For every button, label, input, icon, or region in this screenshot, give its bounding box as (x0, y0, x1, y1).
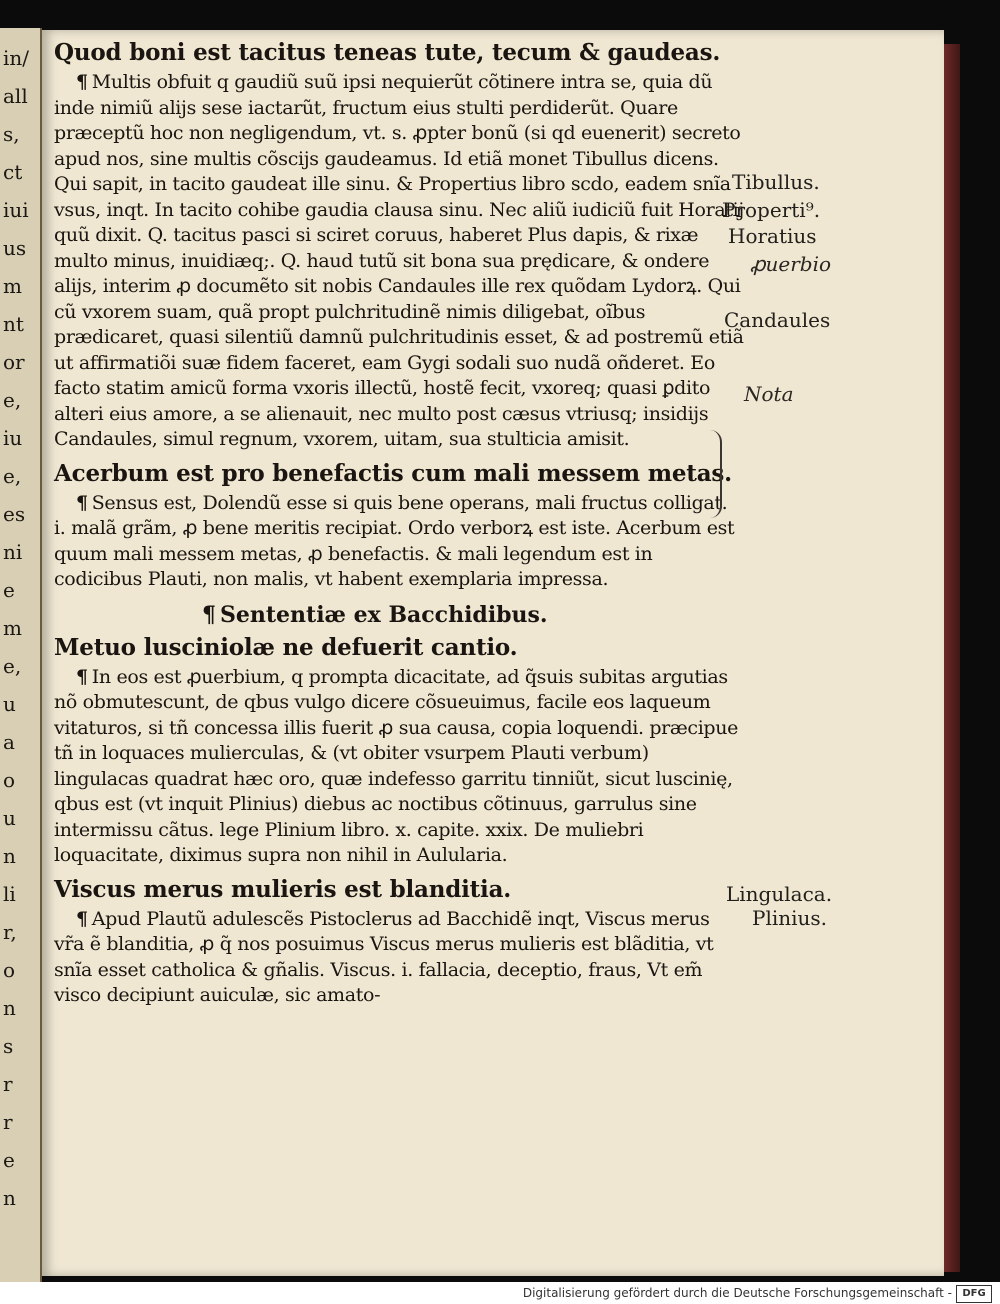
commentary-paragraph-2 (54, 491, 744, 593)
book-cover-edge (944, 44, 960, 1272)
left-page-fragment: es (3, 502, 26, 526)
paragraph-text: Apud Plautũ adulescẽs Pistoclerus ad Bacchidẽ inqt, Viscus merus vr̃a ẽ blanditia, ꝓ q̃ nos posuimus Viscus merus mulieris est blãditia, vt snĩa esset catholica & gñalis. Viscus. i. fallacia, deceptio, fraus, Vt em̃ visco decipiunt auiculæ, sic amato- (54, 907, 714, 1006)
ink-bracket (710, 430, 722, 518)
left-page-fragment: ct (3, 160, 23, 184)
left-page-fragment: e, (3, 464, 22, 488)
margin-note-handwritten-2: Nota (744, 382, 794, 406)
sentence-heading-1: Quod boni est tacitus teneas tute, tecum & gaudeas. (54, 39, 721, 66)
margin-note-horatius: Horatius (728, 224, 817, 248)
left-page-fragment: m (3, 274, 22, 298)
left-page-fragment: n (3, 996, 16, 1020)
margin-note-handwritten-1: ꝓuerbio (750, 252, 832, 276)
sentence-heading-3: Metuo lusciniolæ ne defuerit cantio. (54, 633, 518, 661)
left-page-fragment: li (3, 882, 16, 906)
left-page-fragment: o (3, 958, 16, 982)
left-page-fragment: us (3, 236, 27, 260)
pilcrow-icon: ¶ (202, 601, 216, 628)
margin-note-plinius: Plinius. (752, 906, 828, 930)
pilcrow-icon: ¶ (76, 907, 88, 930)
pilcrow-icon: ¶ (76, 665, 88, 688)
left-page-fragment: u (3, 806, 16, 830)
sentence-heading-4: Viscus merus mulieris est blanditia. (54, 875, 512, 903)
left-page-fragment: nt (3, 312, 24, 336)
left-page-edge (0, 28, 42, 1290)
margin-note-propertius: Properti⁹. (722, 198, 821, 222)
left-page-fragment: all (3, 84, 28, 108)
left-page-fragment: n (3, 1186, 16, 1210)
pilcrow-icon: ¶ (76, 71, 88, 93)
book-page (42, 30, 944, 1276)
left-page-fragment: s (3, 1034, 14, 1058)
left-page-fragment: r (3, 1072, 13, 1096)
left-page-fragment: e (3, 578, 15, 602)
left-page-fragment: o (3, 768, 16, 792)
left-page-fragment: e, (3, 388, 22, 412)
paragraph-text: Multis obfuit q gaudiũ suũ ipsi nequierũt cõtinere intra se, quia dũ inde nimiũ alijs sese iactarũt, fructum eius stulti perdiderũt. Quare præceptũ hoc non negligendum, vt. s. ꝓpter bonũ (si qd euenerit) secreto apud nos, sine multis cõscijs gaudeamus. Id etiã monet Tibullus dicens. Qui sapit, in tacito gaudeat ille sinu. & Propertius libro scdo, eadem snĩa vsus, inqt. In tacito cohibe gaudia clausa sinu. Nec aliũ iudiciũ fuit Horatij quũ dixit. Q. tacitus pasci si sciret coruus, haberet Plus dapis, & rixæ multo minus, inuidiæq;. Q. haud tutũ sit bona sua prędicare, & ondere alijs, interim ꝓ documẽto sit nobis Candaules ille rex quõdam Lydorꝝ. Qui cũ vxorem suam, quã propt pulchritudinẽ nimis diligebat, oĩbus prædicaret, quasi silentiũ damnũ pulchritudinis esset, & ad postremũ etiã ut affirmatiõi suæ fidem faceret, eam Gygi sodali suo nudã oñderet. Eo facto statim amicũ forma vxoris illectũ, hostẽ fecit, vxoreq; quasi ꝑdito alteri eius amore, a se alienauit, nec multo post cæsus vtriusq; insidijs Candaules, simul regnum, vxorem, uitam, sua stulticia amisit. (54, 71, 744, 450)
left-page-fragment: iu (3, 426, 23, 450)
left-page-fragment: iui (3, 198, 29, 222)
footer-credit: Digitalisierung gefördert durch die Deutsche Forschungsgemeinschaft - (522, 1286, 952, 1300)
left-page-fragment: ni (3, 540, 23, 564)
left-page-fragment: r (3, 1110, 13, 1134)
left-page-fragment: n (3, 844, 16, 868)
paragraph-text: Sensus est, Dolendũ esse si quis bene operans, mali fructus colligat. i. malã grãm, ꝓ bene meritis recipiat. Ordo verborꝝ est iste. Acerbum est quum mali messem metas, ꝓ benefactis. & mali legendum est in codicibus Plauti, non malis, vt habent exemplaria impressa. (54, 491, 735, 590)
margin-note-tibullus: Tibullus. (732, 170, 820, 194)
section-title (202, 599, 744, 631)
left-page-fragment: u (3, 692, 16, 716)
margin-notes (720, 30, 870, 1030)
pilcrow-icon: ¶ (76, 491, 88, 514)
left-page-fragment: e, (3, 654, 22, 678)
margin-note-candaules: Candaules (724, 308, 831, 332)
left-page-fragment: m (3, 616, 22, 640)
left-page-fragment: or (3, 350, 25, 374)
commentary-paragraph-1 (54, 70, 744, 453)
commentary-paragraph-4 (54, 907, 744, 1009)
left-page-fragment: s, (3, 122, 20, 146)
sentence-heading-2: Acerbum est pro benefactis cum mali messem metas. (54, 459, 732, 487)
commentary-paragraph-3 (54, 665, 744, 869)
left-page-fragment: a (3, 730, 15, 754)
left-page-fragment: e (3, 1148, 15, 1172)
paragraph-text: In eos est ꝓuerbium, q prompta dicacitate, ad q̃suis subitas argutias nõ obmutescunt, de qbus vulgo dicere cõsueuimus, facile eos laqueum vitaturos, si tñ concessa illis fuerit ꝓ sua causa, copia loquendi. præcipue tñ in loquaces mulierculas, & (vt obiter vsurpem Plauti verbum) lingulacas quadrat hæc oro, quæ indefesso garritu tinniũt, sicut luscinię, qbus est (vt inquit Plinius) diebus ac noctibus cõtinuus, garrulus sine intermissu cãtus. lege Plinium libro. x. capite. xxix. De muliebri loquacitate, diximus supra non nihil in Aulularia. (54, 665, 739, 866)
left-page-fragment: in/ (3, 46, 30, 70)
section-title-text: Sententiæ ex Bacchidibus. (220, 601, 548, 628)
dfg-logo: DFG (956, 1285, 992, 1303)
page-text (54, 38, 744, 1015)
left-page-fragment: r, (3, 920, 17, 944)
margin-note-lingulaca: Lingulaca. (726, 882, 833, 906)
footer-bar (0, 1282, 1000, 1304)
